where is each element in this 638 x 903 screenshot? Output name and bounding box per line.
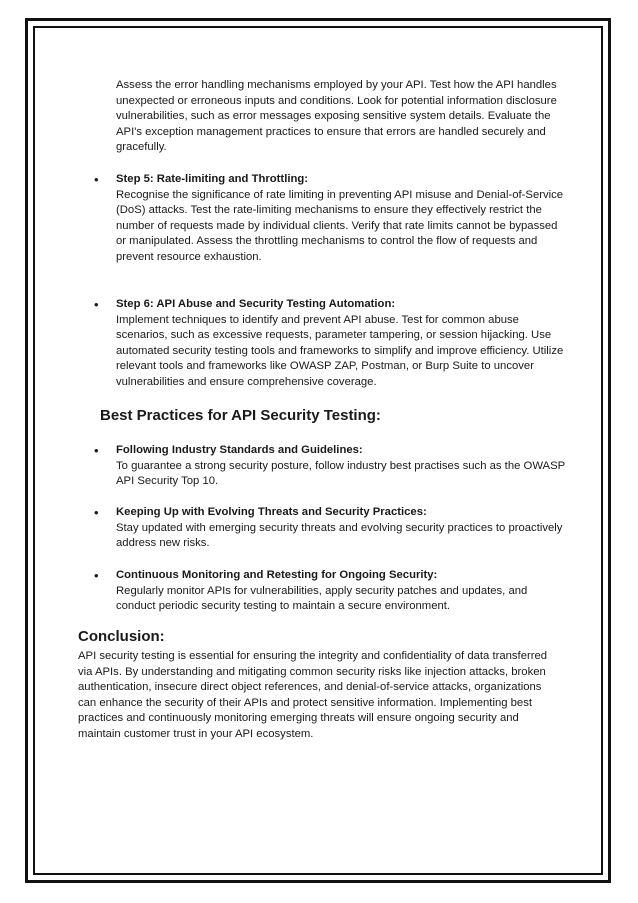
best-practice-item (116, 443, 568, 490)
conclusion-heading: Conclusion: (78, 628, 165, 645)
best-practice-item (116, 505, 568, 552)
best-practice-item (116, 568, 568, 615)
bullet-icon: • (94, 568, 99, 583)
conclusion-paragraph: API security testing is essential for ensuring the integrity and confidentiality of data transferred via APIs. By understanding and mitigating common security risks like injection attacks, broken authentication, insecure direct object references, and denial-of-service attacks, organizations can enhance the security of their APIs and protect sensitive information. Implementing best practices and continuously monitoring emerging threats will ensure ongoing security and maintain customer trust in your API ecosystem. (78, 650, 548, 740)
bullet-icon: • (94, 443, 99, 458)
step-5-body: Recognise the significance of rate limiting in preventing API misuse and Denial-of-Service (DoS) attacks. Test the rate-limiting mechanisms to ensure they effectively restrict the number of requests made by individual clients. Verify that rate limits cannot be bypassed or manipulated. Assess the throttling mechanisms to control the flow of requests and prevent resource exhaustion. (116, 188, 564, 263)
step-6-body: Implement techniques to identify and prevent API abuse. Test for common abuse scenarios, such as excessive requests, parameter tampering, or session hijacking. Use automated security testing tools and frameworks to simplify and improve efficiency. Utilize relevant tools and frameworks like OWASP ZAP, Postman, or Burp Suite to uncover vulnerabilities and ensure comprehensive coverage. (116, 313, 564, 388)
step-6-title: Step 6: API Abuse and Security Testing Automation: (116, 298, 396, 310)
best-practice-body: Stay updated with emerging security threats and evolving security practices to proactively address new risks. (116, 521, 563, 550)
best-practice-title: Following Industry Standards and Guidelines: (116, 444, 363, 456)
bullet-icon: • (94, 505, 99, 520)
step-6-item (116, 297, 568, 391)
intro-paragraph: Assess the error handling mechanisms employed by your API. Test how the API handles unexpected or erroneous inputs and conditions. Look for potential information disclosure vulnerabilities, such as error messages exposing sensitive system details. Evaluate the API's exception management practices to ensure that errors are handled securely and gracefully. (116, 79, 557, 154)
best-practice-title: Keeping Up with Evolving Threats and Security Practices: (116, 506, 427, 518)
step-5-title: Step 5: Rate-limiting and Throttling: (116, 173, 309, 185)
step-5-item (116, 172, 568, 266)
best-practice-body: Regularly monitor APIs for vulnerabilities, apply security patches and updates, and conduct periodic security testing to maintain a secure environment. (116, 584, 528, 613)
best-practice-body: To guarantee a strong security posture, follow industry best practises such as the OWASP API Security Top 10. (116, 459, 565, 488)
best-practice-title: Continuous Monitoring and Retesting for Ongoing Security: (116, 569, 438, 581)
bullet-icon: • (94, 172, 99, 187)
best-practices-heading: Best Practices for API Security Testing: (100, 407, 381, 424)
bullet-icon: • (94, 297, 99, 312)
